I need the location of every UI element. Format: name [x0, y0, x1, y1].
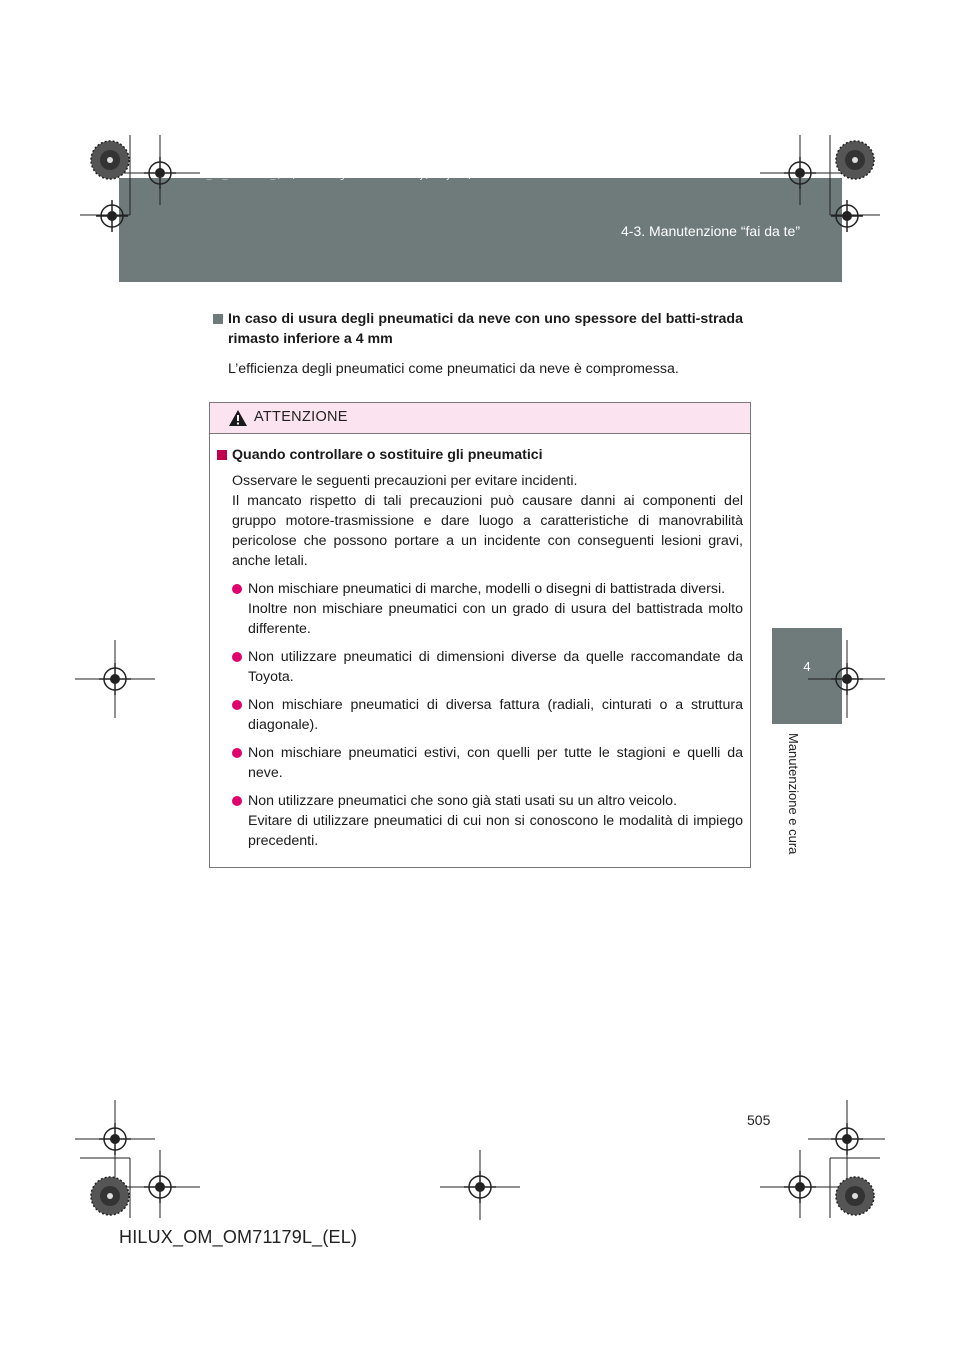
list-item	[232, 743, 743, 783]
chapter-label: Manutenzione e cura	[786, 733, 801, 855]
intro-heading	[213, 309, 743, 349]
intro-body: L’efficienza degli pneumatici come pneumatici da neve è compromessa.	[228, 361, 679, 377]
bullet-dot-icon	[232, 584, 242, 594]
bullet-dot-icon	[232, 748, 242, 758]
warning-subheading-text: Quando controllare o sostituire gli pneumatici	[232, 447, 543, 463]
bullet-extra-text: Evitare di utilizzare pneumatici di cui non si conoscono le modalità di impiego precedenti.	[248, 813, 743, 849]
bullet-extra-text: Inoltre non mischiare pneumatici con un grado di usura del battistrada molto differente.	[248, 601, 743, 637]
intro-section	[213, 309, 743, 379]
intro-heading-text: In caso di usura degli pneumatici da neve con uno spessore del batti-strada rimasto inferiore a 4 mm	[228, 311, 743, 347]
page-number: 505	[747, 1112, 771, 1128]
list-item	[232, 791, 743, 851]
bullet-text: Non mischiare pneumatici di diversa fattura (radiali, cinturati o a struttura diagonale).	[248, 697, 743, 733]
list-item	[232, 695, 743, 735]
bullet-dot-icon	[232, 700, 242, 710]
chapter-number: 4	[803, 659, 811, 674]
warning-header	[210, 403, 750, 434]
bullet-text: Non utilizzare pneumatici che sono già stati usati su un altro veicolo.	[248, 793, 678, 809]
bullet-text: Non mischiare pneumatici estivi, con quelli per tutte le stagioni e quelli da neve.	[248, 745, 743, 781]
warning-intro-line: Osservare le seguenti precauzioni per evitare incidenti.	[232, 473, 578, 489]
warning-box	[209, 402, 751, 868]
crop-info: HILUX_OM_OM71179L_(EL).book Page 505 Wednesday, May 16, 2012 11:37 AM	[180, 171, 547, 181]
list-item	[232, 579, 743, 639]
warning-triangle-icon	[228, 409, 248, 427]
bullet-dot-icon	[232, 796, 242, 806]
square-bullet-icon	[213, 314, 223, 324]
warning-content	[210, 434, 750, 851]
document-code: HILUX_OM_OM71179L_(EL)	[119, 1227, 358, 1247]
list-item	[232, 647, 743, 687]
warning-intro	[232, 471, 743, 571]
warning-title: ATTENZIONE	[254, 409, 348, 425]
bullet-text: Non mischiare pneumatici di marche, modelli o disegni di battistrada diversi.	[248, 581, 726, 597]
bullet-text: Non utilizzare pneumatici di dimensioni diverse da quelle raccomandate da Toyota.	[248, 649, 743, 685]
warning-intro-line: Il mancato rispetto di tali precauzioni può causare danni ai componenti del gruppo motore-trasmissione e dare luogo a caratteristiche di manovrabilità pericolose che possono portare a un incidente con conseguenti lesioni gravi, anche letali.	[232, 493, 743, 569]
warning-subheading	[217, 445, 743, 465]
bullet-dot-icon	[232, 652, 242, 662]
warning-bullet-list	[232, 579, 743, 851]
section-title: 4-3. Manutenzione “fai da te”	[621, 223, 800, 239]
square-bullet-icon	[217, 450, 227, 460]
